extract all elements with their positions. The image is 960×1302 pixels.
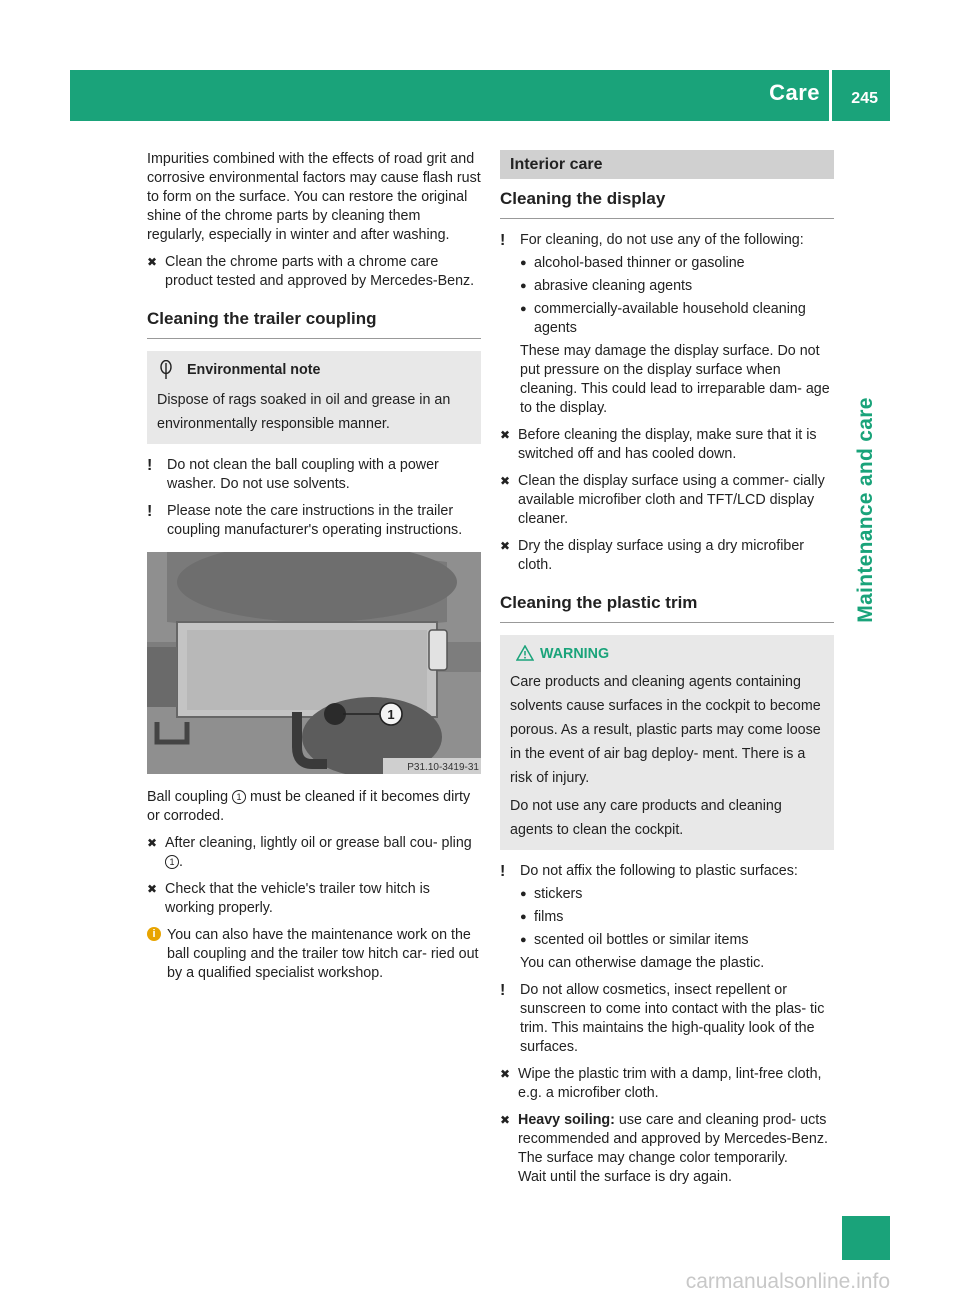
step-arrow-icon: ✖ xyxy=(500,539,511,553)
exclamation-icon: ! xyxy=(500,863,506,880)
instruction-step: ✖ Clean the display surface using a commer- cially available microfiber cloth and TFT/LCD display cleaner. xyxy=(500,473,825,527)
bullet-icon: ● xyxy=(520,303,527,315)
chapter-title: Care xyxy=(769,80,820,105)
step-arrow-icon: ✖ xyxy=(500,1067,511,1081)
info-note: i You can also have the maintenance work on the ball coupling and the trailer tow hitch car- ried out by a qualified specialist workshop. xyxy=(147,926,481,983)
instruction-step: ✖ Wipe the plastic trim with a damp, lint-free cloth, e.g. a microfiber cloth. xyxy=(500,1066,822,1101)
instruction-step: ✖ Dry the display surface using a dry microfiber cloth. xyxy=(500,538,805,573)
section-header-interior-care: Interior care xyxy=(500,150,834,179)
watermark: carmanualsonline.info xyxy=(685,1270,890,1293)
leaf-icon xyxy=(159,360,173,386)
instruction-step: ✖ Heavy soiling: use care and cleaning prod- ucts recommended and approved by Mercedes-Benz. The surface may change color temporarily. Wait until the surface is dry again. xyxy=(500,1112,828,1185)
instruction-step: ✖ Check that the vehicle's trailer tow hitch is working properly. xyxy=(147,881,430,916)
bullet-icon: ● xyxy=(520,257,527,269)
left-column xyxy=(147,150,481,983)
environmental-note-title: Environmental note xyxy=(187,362,321,378)
exclamation-icon: ! xyxy=(147,457,153,474)
plastic-trim-heading: Cleaning the plastic trim xyxy=(500,593,834,623)
instruction-step: ✖ Before cleaning the display, make sure that it is switched off and has cooled down. xyxy=(500,427,817,462)
bullet-icon: ● xyxy=(520,934,527,946)
callout-1-icon: 1 xyxy=(232,790,246,804)
bullet-icon: ● xyxy=(520,888,527,900)
side-chapter-label: Maintenance and care xyxy=(854,397,877,623)
heavy-soiling-label: Heavy soiling: xyxy=(518,1112,615,1128)
header-bar xyxy=(70,70,890,121)
step-arrow-icon: ✖ xyxy=(147,882,158,896)
exclamation-icon: ! xyxy=(500,232,506,249)
step-arrow-icon: ✖ xyxy=(500,1113,511,1127)
step-arrow-icon: ✖ xyxy=(500,474,511,488)
trailer-coupling-figure xyxy=(147,552,481,774)
list-item: ● abrasive cleaning agents xyxy=(520,278,693,294)
caution-note: ! Do not allow cosmetics, insect repellent or sunscreen to come into contact with the plas- tic trim. This maintains the high-quality look of the surfaces. xyxy=(500,982,825,1055)
warning-title: WARNING xyxy=(540,646,610,662)
warning-box xyxy=(500,635,834,850)
instruction-step: ✖ After cleaning, lightly oil or grease ball cou- pling 1 . xyxy=(147,835,472,870)
environmental-note xyxy=(147,351,481,444)
environmental-note-text: Dispose of rags soaked in oil and grease in an environmentally responsible manner. xyxy=(157,392,451,432)
ball-coupling-illustration xyxy=(147,552,481,774)
warning-text: Care products and cleaning agents containing solvents cause surfaces in the cockpit to become porous. As a result, plastic parts may come loose in the event of air bag deploy- ment. There is a risk of injury. xyxy=(510,674,821,786)
caution-note: ! Do not affix the following to plastic surfaces: xyxy=(500,863,798,880)
caution-note: ! Do not clean the ball coupling with a power washer. Do not use solvents. xyxy=(147,457,439,492)
list-item: ● films xyxy=(520,909,564,925)
display-damage-text: These may damage the display surface. Do not put pressure on the display surface when cleaning. This could lead to irreparable dam- age to the display. xyxy=(520,343,830,416)
side-chapter-tab xyxy=(842,370,890,650)
figure-callout-label: 1 xyxy=(387,707,395,722)
instruction-step: ✖ Clean the chrome parts with a chrome care product tested and approved by Mercedes-Benz. xyxy=(147,254,475,289)
bullet-icon: ● xyxy=(520,280,527,292)
page-number: 245 xyxy=(851,90,878,107)
warning-text: Do not use any care products and cleaning agents to clean the cockpit. xyxy=(510,798,782,838)
exclamation-icon: ! xyxy=(147,503,153,520)
heavy-soiling-note: The surface may change color temporarily. xyxy=(518,1150,788,1166)
info-icon: i xyxy=(147,927,161,941)
affix-damage-text: You can otherwise damage the plastic. xyxy=(520,955,765,971)
figure-code: P31.10-3419-31 xyxy=(407,762,479,773)
callout-1-icon: 1 xyxy=(165,855,179,869)
caution-note: ! Please note the care instructions in the trailer coupling manufacturer's operating instructions. xyxy=(147,503,463,538)
list-item: ● commercially-available household cleaning agents xyxy=(520,301,806,336)
ball-coupling-text: Ball coupling 1 must be cleaned if it becomes dirty or corroded. xyxy=(147,789,471,824)
chrome-intro: Impurities combined with the effects of road grit and corrosive environmental factors may cause flash rust to form on the surface. You can restore the original shine of the chrome parts by cleaning them regularly, especially in winter and after washing. xyxy=(147,151,481,243)
warning-triangle-icon xyxy=(516,645,534,667)
list-item: ● stickers xyxy=(520,886,583,902)
list-item: ● alcohol-based thinner or gasoline xyxy=(520,255,745,271)
list-item: ● scented oil bottles or similar items xyxy=(520,932,749,948)
side-tab-marker xyxy=(842,1216,890,1260)
right-column xyxy=(500,150,834,1195)
step-arrow-icon: ✖ xyxy=(147,836,158,850)
heavy-soiling-note: Wait until the surface is dry again. xyxy=(518,1169,733,1185)
bullet-icon: ● xyxy=(520,911,527,923)
step-arrow-icon: ✖ xyxy=(147,255,158,269)
step-arrow-icon: ✖ xyxy=(500,428,511,442)
trailer-heading: Cleaning the trailer coupling xyxy=(147,309,481,339)
header-divider xyxy=(829,70,832,121)
exclamation-icon: ! xyxy=(500,982,506,999)
display-heading: Cleaning the display xyxy=(500,189,834,219)
caution-note: ! For cleaning, do not use any of the following: xyxy=(500,232,804,249)
